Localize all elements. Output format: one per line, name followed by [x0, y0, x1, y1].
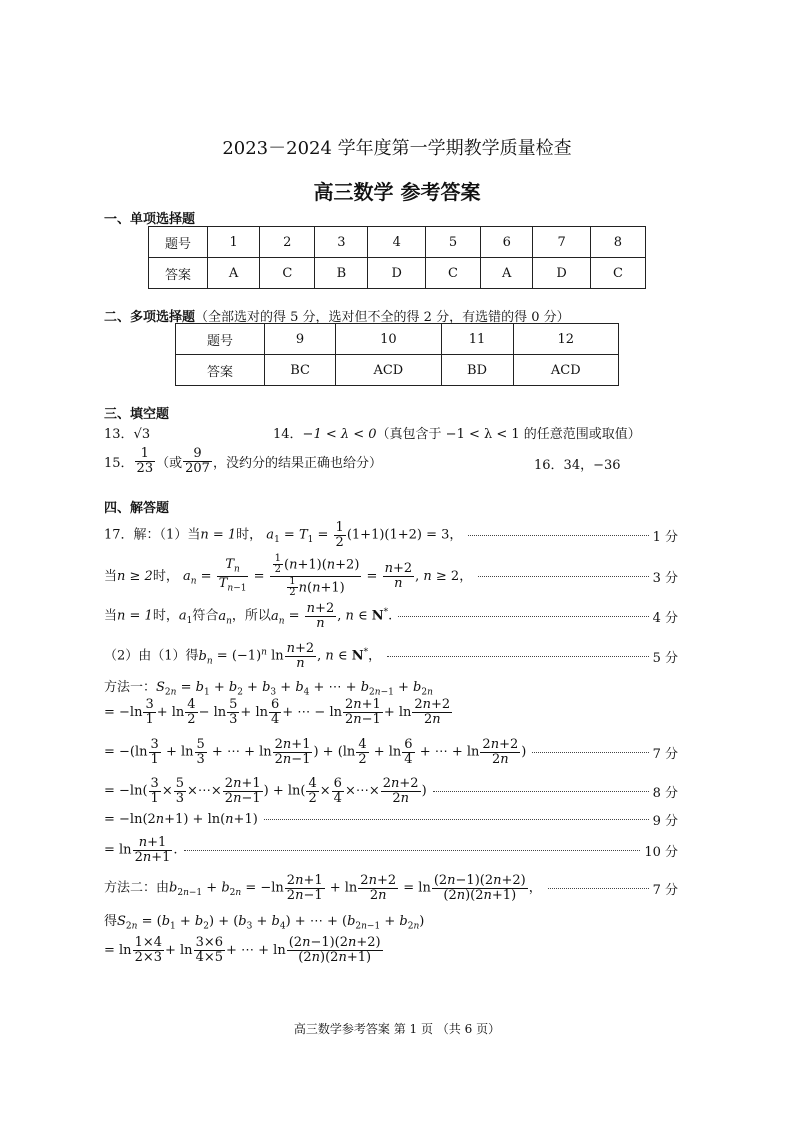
table-cell: 9: [265, 324, 336, 355]
table-cell: BD: [441, 355, 513, 386]
answer-13: [104, 423, 150, 442]
denominator: 23: [136, 460, 154, 476]
answer-16: [534, 454, 621, 473]
formula: 当n = 1时，$a_1$符合$a_n$，所以$a_n$ = $\frac{n+2}{n}$ , n ∈ N*.: [104, 600, 393, 631]
math: n = 1: [117, 608, 153, 624]
leader-dots: [532, 752, 648, 753]
row-label: 答案: [149, 258, 208, 289]
solution-line: [104, 520, 678, 550]
table-row-answers: [176, 355, 619, 386]
table-row-numbers: [149, 227, 646, 258]
document-title: 2023－2024 学年度第一学期教学质量检查: [222, 138, 572, 159]
formula: 方法二：由$b_{2n-1} + b_{2n} = -\ln$ $\frac{2n+1}{2n-1}$ + ln $\frac{2n+2}{2n}$ = ln $\frac{(2n-1)(2n+2)}{(2n)(2n+1)}$ ，: [104, 872, 542, 903]
table-cell: B: [315, 258, 368, 289]
question-number: 14．: [273, 427, 303, 442]
formula-line: = −ln $\frac{3}{1}$ + ln $\frac{4}{2}$ − ln $\frac{5}{3}$ + ln $\frac{6}{4}$ + ⋯ − ln $\frac{2n+1}{2n-1}$ + ln $\frac{2n+2}{2n}$: [104, 696, 451, 727]
solution-line: [104, 870, 678, 906]
table-cell: 10: [336, 324, 441, 355]
section-heading-text: 二、多项选择题: [104, 310, 196, 325]
formula: （2）由（1）得$b_n = (-1)^n$ ln $\frac{n+2}{n}$ , n ∈ N*，: [104, 640, 382, 671]
page-footer: 高三数学参考答案 第 1 页 （共 6 页）: [293, 1022, 501, 1036]
row-label: 题号: [176, 324, 265, 355]
table-cell: 1: [208, 227, 260, 258]
leader-dots: [398, 616, 648, 617]
math: n ≥ 2: [117, 568, 153, 584]
table-cell: BC: [265, 355, 336, 386]
answer-14: [273, 423, 641, 442]
table-cell: C: [260, 258, 315, 289]
table-cell: 8: [590, 227, 645, 258]
section-single-choice-heading: 一、单项选择题: [104, 212, 196, 227]
table-row-answers: [149, 258, 646, 289]
table-cell: 6: [481, 227, 533, 258]
formula-line: = ln $\frac{1\times 4}{2\times 3}$ + ln $\frac{3\times 6}{4\times 5}$ + ⋯ + ln $\frac{(2n-1)(2n+2)}{(2n)(2n+1)}$: [104, 934, 381, 965]
numerator: 9: [183, 447, 212, 462]
points-label: 9 分: [652, 813, 678, 829]
leader-dots: [548, 888, 649, 889]
document-subtitle: 高三数学 参考答案: [313, 180, 481, 204]
table-cell: 2: [260, 227, 315, 258]
formula: = −ln(2n+1) + ln(n+1): [104, 811, 258, 827]
leader-dots: [478, 576, 648, 577]
question-number: 13．: [104, 427, 134, 442]
points-label: 7 分: [652, 746, 678, 762]
formula: 当n ≥ 2时， $a_n$ = $\frac{T_n}{T_{n-1}}$ = $\frac{1}{2}$ (n+1)(n+2) $\frac{1}{2}$ n(n+1) = $\frac{n+2}{n}$ , n ≥ 2，: [104, 552, 473, 598]
table-cell: 3: [315, 227, 368, 258]
solution-line: [104, 734, 678, 770]
method-one-sum: 方法一：$S_{2n} = b_1 + b_2 + b_3 + b_4$ + ⋯ + $b_{2n-1} + b_{2n}$: [104, 680, 433, 698]
answer-value: −1 < λ < 0: [302, 427, 377, 442]
answer-value: √3: [133, 427, 151, 442]
text: 符合: [192, 608, 219, 624]
table-cell: ACD: [513, 355, 619, 386]
formula: 17．解：（1）当n = 1时， $a_1 = T_1$ = $\frac{1}{2}$ (1+1)(1+2) = 3，: [104, 519, 463, 550]
alt-fraction: [183, 447, 212, 475]
alt-open: （或: [156, 455, 183, 471]
leader-dots: [433, 791, 649, 792]
solution-line: [104, 774, 678, 808]
points-label: 10 分: [644, 844, 678, 860]
table-cell: D: [368, 258, 426, 289]
table-cell: C: [590, 258, 645, 289]
solution-line: [104, 600, 678, 632]
table-cell: 11: [441, 324, 513, 355]
leader-dots: [468, 535, 648, 536]
text: 当: [104, 608, 118, 624]
text: 17．解：（1）当: [104, 527, 201, 543]
points-label: 1 分: [652, 529, 678, 545]
text: 时，: [236, 527, 263, 543]
table-cell: 4: [368, 227, 426, 258]
table-cell: 12: [513, 324, 619, 355]
section-solutions-heading: 四、解答题: [104, 501, 170, 516]
method-two-sum: 得$S_{2n} = (b_1 + b_2) + (b_3 + b_4)$ + ⋯ + $(b_{2n-1} + b_{2n})$: [104, 914, 425, 932]
leader-dots: [387, 656, 649, 657]
row-label: 题号: [149, 227, 208, 258]
row-label: 答案: [176, 355, 265, 386]
multiple-choice-answer-table: [175, 323, 619, 386]
denominator: 207: [185, 460, 210, 476]
solution-line: [104, 833, 678, 867]
solution-line: [104, 552, 678, 598]
answer-note: ，没约分的结果正确也给分）: [212, 455, 382, 471]
table-cell: D: [533, 258, 591, 289]
leader-dots: [184, 850, 641, 851]
table-cell: 5: [425, 227, 480, 258]
table-cell: 7: [533, 227, 591, 258]
formula: = ln $\frac{n+1}{2n+1}$ .: [104, 834, 178, 865]
points-label: 8 分: [652, 785, 678, 801]
points-label: 5 分: [652, 650, 678, 666]
answer-fraction: [135, 447, 156, 475]
formula: = −ln( $\frac{3}{1}$ × $\frac{5}{3}$ ×⋯× $\frac{2n+1}{2n-1}$ ) + ln( $\frac{4}{2}$ × $\frac{6}{4}$ ×⋯× $\frac{2n+2}{2n}$ ): [104, 775, 427, 806]
text: 方法一：: [104, 680, 157, 695]
table-cell: ACD: [336, 355, 441, 386]
solution-line: [104, 808, 678, 830]
numerator: 1: [135, 447, 156, 462]
math: n = 1: [200, 527, 237, 543]
scoring-note: （全部选对的得 5 分，选对但不全的得 2 分，有选错的得 0 分）: [195, 310, 570, 325]
table-cell: A: [481, 258, 533, 289]
text: （2）由（1）得: [104, 648, 199, 664]
text: 时，: [152, 608, 179, 624]
question-number: 16．: [534, 458, 564, 473]
answer-note: （真包含于 −1 < λ < 1 的任意范围或取值）: [376, 427, 641, 442]
points-label: 3 分: [652, 570, 678, 586]
text: 时，: [152, 568, 179, 584]
points-label: 4 分: [652, 610, 678, 626]
table-row-numbers: [176, 324, 619, 355]
text: ，所以: [231, 608, 271, 624]
answer-15: [104, 445, 382, 477]
leader-dots: [264, 819, 649, 820]
formula: = −(ln $\frac{3}{1}$ + ln $\frac{5}{3}$ + ⋯ + ln $\frac{2n+1}{2n-1}$ ) + (ln $\frac{4}{2}$ + ln $\frac{6}{4}$ + ⋯ + ln $\frac{2n+2}{2n}$ ): [104, 736, 527, 767]
answer-value: 34，−36: [563, 458, 621, 473]
question-number: 15．: [104, 455, 134, 471]
text: 得: [104, 914, 118, 929]
text: 方法二：由: [104, 880, 170, 896]
table-cell: A: [208, 258, 260, 289]
section-fill-blank-heading: 三、填空题: [104, 407, 170, 422]
solution-line: [104, 640, 678, 672]
table-cell: C: [425, 258, 480, 289]
points-label: 7 分: [652, 882, 678, 898]
single-choice-answer-table: [148, 226, 646, 289]
text: 当: [104, 568, 118, 584]
